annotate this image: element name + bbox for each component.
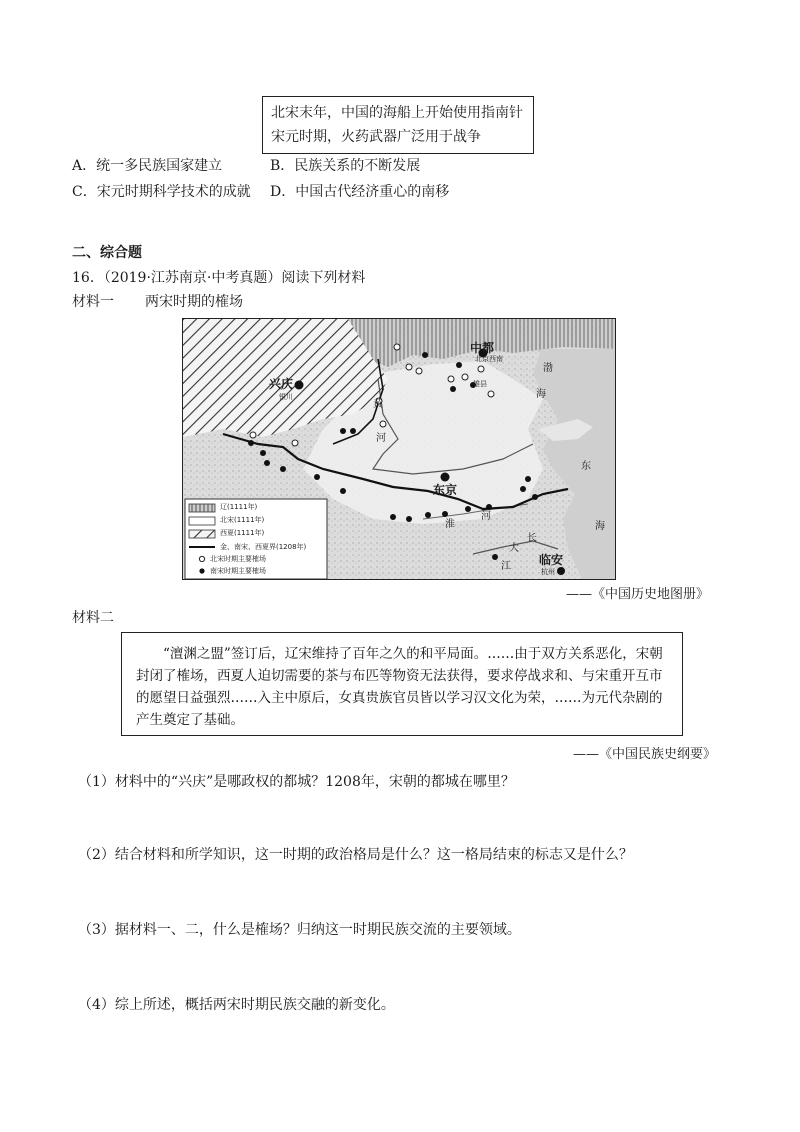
quote-box <box>262 96 534 154</box>
option-c[interactable]: C．宋元时期科学技术的成就 <box>72 184 251 200</box>
map-label-jiang: 江 <box>501 561 511 572</box>
map-label-yinchuan: 银川 <box>279 393 293 401</box>
map-label-hai2: 海 <box>595 521 605 532</box>
map-label-hai: 海 <box>536 389 546 400</box>
legend-beisong: 北宋(1111年) <box>220 516 265 524</box>
option-d[interactable]: D．中国古代经济重心的南移 <box>270 184 450 200</box>
map-label-huai: 淮 <box>445 519 455 530</box>
material1-source: ——《中国历史地图册》 <box>566 587 710 602</box>
section-title: 二、综合题 <box>72 245 142 261</box>
legend-xixia: 西夏(1111年) <box>220 529 265 537</box>
legend-south-markets: 南宋时期主要榷场 <box>210 567 266 575</box>
map-label-zhongdu: 中都 <box>470 341 495 355</box>
map-label-huang: 黄 <box>373 399 383 410</box>
map-label-beijing: 北京西南 <box>475 355 503 363</box>
material1-label: 材料一 <box>72 294 114 310</box>
map-label-dong: 东 <box>581 461 591 472</box>
map-label-chang: 长 <box>527 533 537 544</box>
material2-text: “澶渊之盟”签订后，辽宋维持了百年之久的和平局面。……由于双方关系恶化，宋朝封闭了榷场，西夏人迫切需要的茶与布匹等物资无法获得，要求停战求和、与宋重开互市的愿望日益强烈……入主中原后，女真贵族官员皆以学习汉文化为荣，……为元代杂剧的产生奠定了基础。 <box>136 646 663 728</box>
map-label-he2: 河 <box>481 511 491 522</box>
map-label-he: 河 <box>376 433 386 444</box>
map-label-xiongxian: 雄县 <box>473 380 487 388</box>
material1-title: 两宋时期的榷场 <box>145 294 243 310</box>
song-dynasty-map <box>182 318 616 580</box>
sub-question-3: （3）据材料一、二，什么是榷场？归纳这一时期民族交流的主要领域。 <box>78 922 521 938</box>
map-label-dongjing: 东京 <box>433 483 458 497</box>
sub-question-4: （4）综上所述，概括两宋时期民族交融的新变化。 <box>78 997 395 1013</box>
legend-border: 金、南宋、西夏界(1208年) <box>220 543 307 551</box>
option-a[interactable]: A．统一多民族国家建立 <box>72 158 223 174</box>
material2-source: ——《中国民族史纲要》 <box>573 747 717 762</box>
question-stem: 16．（2019·江苏南京·中考真题）阅读下列材料 <box>72 270 366 286</box>
map-label-xingqing: 兴庆 <box>269 377 294 391</box>
legend-liao: 辽(1111年) <box>220 503 258 511</box>
quote-line-2: 宋元时期，火药武器广泛用于战争 <box>271 129 481 145</box>
map-label-da: 大 <box>509 543 519 554</box>
map-label-hangzhou: 杭州 <box>541 568 555 576</box>
sub-question-2: （2）结合材料和所学知识，这一时期的政治格局是什么？这一格局结束的标志又是什么？ <box>78 847 633 863</box>
map-label-linan: 临安 <box>539 553 564 567</box>
quote-line-1: 北宋末年，中国的海船上开始使用指南针 <box>271 105 523 121</box>
map-label-bo: 渤 <box>543 363 553 374</box>
sub-question-1: （1）材料中的“兴庆”是哪政权的都城？1208年，宋朝的都城在哪里？ <box>78 774 515 790</box>
material2-box <box>121 632 683 736</box>
option-b[interactable]: B．民族关系的不断发展 <box>270 158 421 174</box>
material2-label: 材料二 <box>72 610 114 626</box>
legend-north-markets: 北宋时期主要榷场 <box>210 555 266 563</box>
